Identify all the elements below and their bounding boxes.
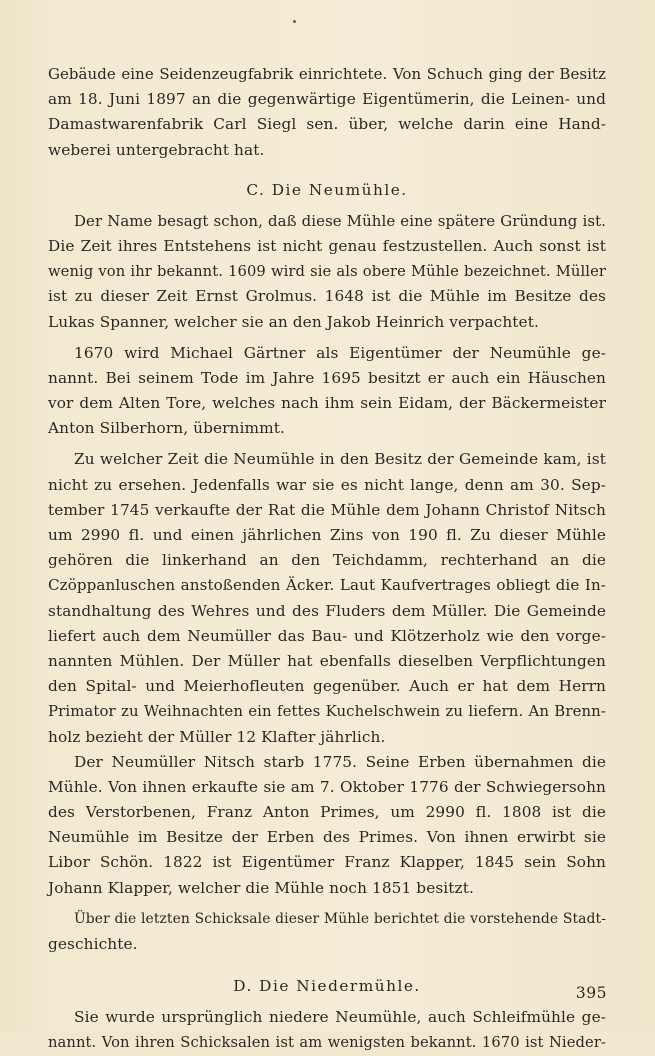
paragraph-4 — [48, 750, 606, 901]
text-line: um 2990 fl. und einen jährlichen Zins von 190 fl. Zu dieser Mühle — [48, 526, 606, 544]
text-line: Die Zeit ihres Entstehens ist nicht genau festzustellen. Auch sonst ist — [48, 236, 606, 255]
text-line: Czöppanluschen anstoßenden Äcker. Laut Kaufvertrages obliegt die In- — [48, 576, 606, 595]
text-line: Neumühle im Besitze der Erben des Primes. Von ihnen erwirbt sie — [48, 828, 606, 847]
page-text — [48, 62, 606, 1056]
text-line: Der Neumüller Nitsch starb 1775. Seine Erben übernahmen die — [74, 752, 606, 771]
text-line: Über die letzten Schicksale dieser Mühle berichtet die vorstehende Stadt- — [74, 910, 606, 927]
text-line: ist zu dieser Zeit Ernst Grolmus. 1648 ist die Mühle im Besitze des — [48, 287, 606, 306]
paragraph-2 — [48, 341, 606, 442]
text-line: gehören die linkerhand an den Teichdamm, rechterhand an die — [48, 551, 606, 570]
text-line: am 18. Juni 1897 an die gegenwärtige Eigentümerin, die Leinen- und — [48, 90, 606, 109]
text-line: Zu welcher Zeit die Neumühle in den Besitz der Gemeinde kam, ist — [74, 450, 606, 469]
text-line: nannten Mühlen. Der Müller hat ebenfalls dieselben Verpflichtungen — [48, 651, 606, 670]
text-line: Libor Schön. 1822 ist Eigentümer Franz Klapper, 1845 sein Sohn — [48, 853, 606, 872]
text-line: 1670 wird Michael Gärtner als Eigentümer der Neumühle ge- — [74, 343, 606, 362]
text-line: tember 1745 verkaufte der Rat die Mühle dem Johann Christof Nitsch — [48, 500, 606, 519]
text-line: nicht zu ersehen. Jedenfalls war sie es nicht lange, denn am 30. Sep- — [48, 475, 606, 494]
section-heading-neumuehle: C. Die Neumühle. — [246, 180, 408, 199]
text-line: des Verstorbenen, Franz Anton Primes, um 2990 fl. 1808 ist die — [48, 803, 606, 822]
text-line: wenig von ihr bekannt. 1609 wird sie als obere Mühle bezeichnet. Müller — [48, 263, 606, 281]
text-line: Mühle. Von ihnen erkaufte sie am 7. Oktober 1776 der Schwiegersohn — [48, 777, 606, 796]
text-line: Primator zu Weihnachten ein fettes Kuchelschwein zu liefern. An Brenn- — [48, 702, 606, 721]
paragraph-6 — [48, 1005, 606, 1055]
text-line: Sie wurde ursprünglich niedere Neumühle, auch Schleifmühle ge- — [74, 1008, 606, 1027]
text-line: liefert auch dem Neumüller das Bau- und Klötzerholz wie den vorge- — [48, 626, 606, 645]
text-line: nannt. Von ihren Schicksalen ist am wenigsten bekannt. 1670 ist Nieder- — [48, 1034, 606, 1052]
intro-paragraph — [48, 62, 606, 163]
paragraph-1 — [48, 209, 606, 335]
paragraph-3 — [48, 447, 606, 749]
page-number: 395 — [575, 984, 607, 1002]
text-line: Damastwarenfabrik Carl Siegl sen. über, welche darin eine Hand- — [48, 115, 606, 134]
text-line: Anton Silberhorn, übernimmt. — [48, 419, 285, 438]
text-line: den Spital- und Meierhofleuten gegenüber. Auch er hat dem Herrn — [48, 677, 606, 696]
text-line: holz bezieht der Müller 12 Klafter jährlich. — [48, 727, 386, 746]
text-line: Johann Klapper, welcher die Mühle noch 1851 besitzt. — [48, 878, 474, 897]
text-line: Lukas Spanner, welcher sie an den Jakob Heinrich verpachtet. — [48, 312, 539, 331]
text-line: standhaltung des Wehres und des Fluders dem Müller. Die Gemeinde — [48, 601, 606, 620]
text-line: Gebäude eine Seidenzeugfabrik einrichtete. Von Schuch ging der Besitz — [48, 65, 606, 83]
text-line: Der Name besagt schon, daß diese Mühle eine spätere Gründung ist. — [74, 211, 606, 230]
text-line: geschichte. — [48, 935, 138, 953]
text-line: vor dem Alten Tore, welches nach ihm sein Eidam, der Bäckermeister — [48, 394, 606, 413]
page-mark-dot — [293, 20, 296, 23]
text-line: nannt. Bei seinem Tode im Jahre 1695 besitzt er auch ein Häuschen — [48, 368, 606, 387]
text-line: weberei untergebracht hat. — [48, 140, 265, 159]
section-heading-niedermuehle: D. Die Niedermühle. — [233, 977, 421, 996]
paragraph-5 — [48, 907, 606, 957]
